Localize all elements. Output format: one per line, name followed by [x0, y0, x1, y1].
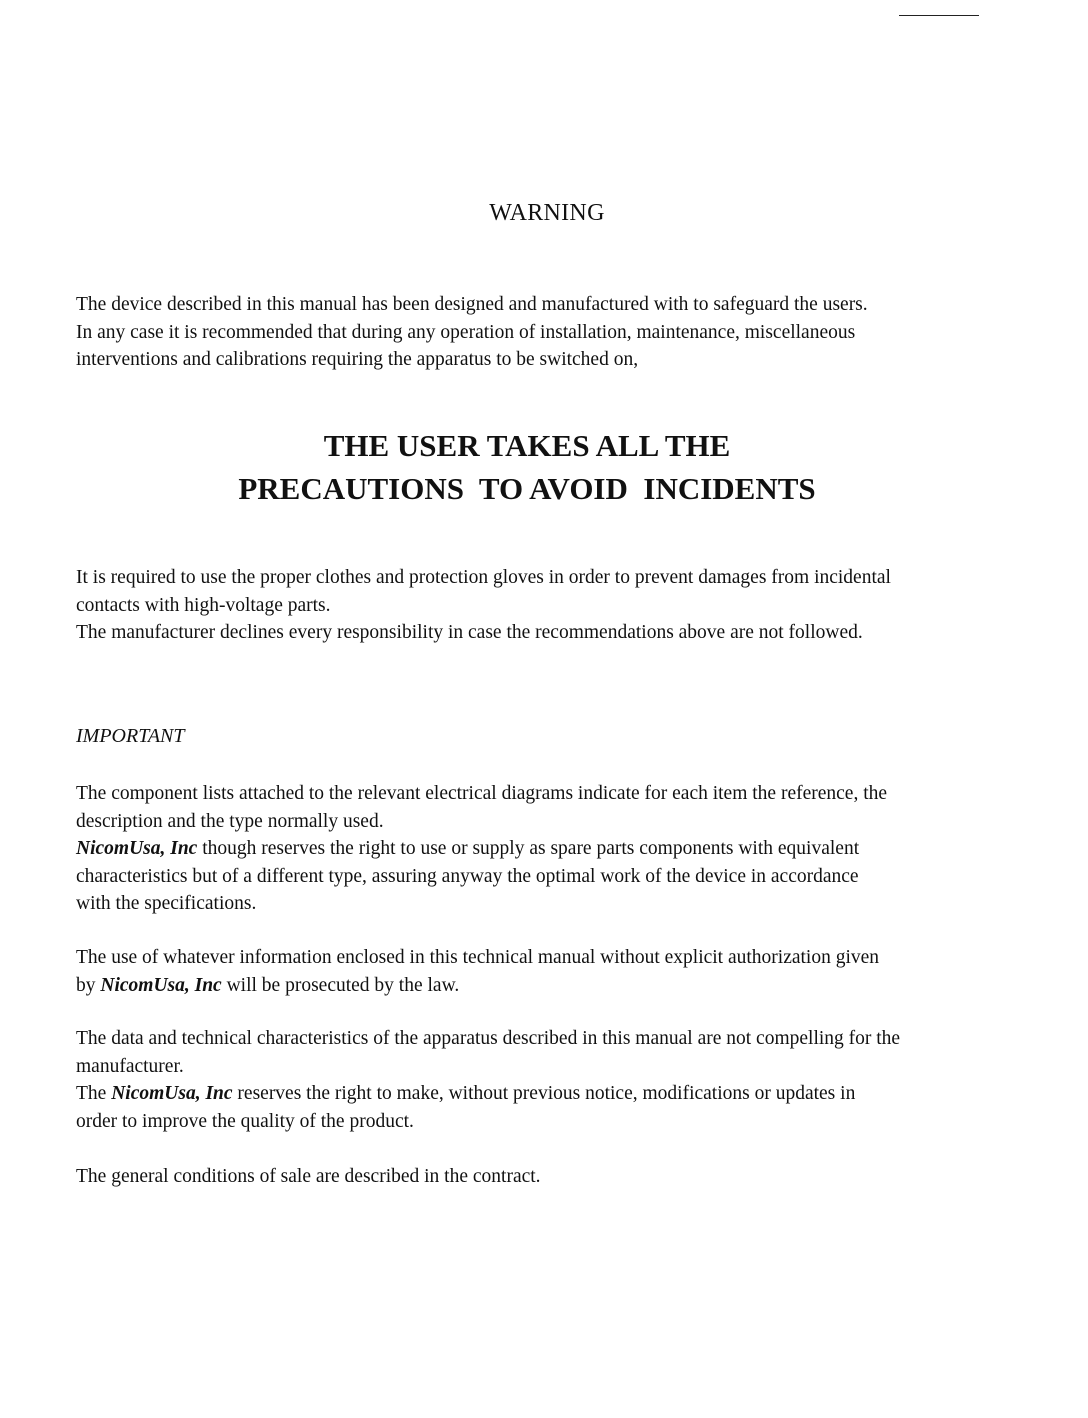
precautions-headline: [0, 424, 1054, 510]
usage-line: The use of whatever information enclosed in this technical manual without explicit authorization given: [76, 947, 880, 968]
components-text: though reserves the right to use or supply as spare parts components with equivalent: [197, 838, 860, 859]
data-text: reserves the right to make, without previous notice, modifications or updates in: [232, 1083, 856, 1104]
components-line: description and the type normally used.: [76, 810, 384, 832]
precautions-line: It is required to use the proper clothes and protection gloves in order to prevent damages from incidental: [76, 567, 891, 588]
warning-intro-line: In any case it is recommended that during any operation of installation, maintenance, miscellaneous: [76, 321, 856, 343]
precautions-line: contacts with high-voltage parts.: [76, 594, 331, 616]
warning-intro-line: interventions and calibrations requiring the apparatus to be switched on,: [76, 349, 639, 370]
corner-rule: [899, 15, 979, 16]
components-line: with the specifications.: [76, 893, 257, 914]
important-heading: IMPORTANT: [76, 725, 185, 747]
company-name: NicomUsa, Inc: [111, 1083, 233, 1104]
precautions-line: The manufacturer declines every responsibility in case the recommendations above are not followed.: [76, 622, 863, 643]
conditions-line: The general conditions of sale are described in the contract.: [76, 1166, 541, 1187]
headline-line-1: THE USER TAKES ALL THE: [323, 428, 731, 463]
data-line: order to improve the quality of the product.: [76, 1110, 414, 1132]
data-paragraph: [76, 1025, 984, 1135]
components-line: The component lists attached to the relevant electrical diagrams indicate for each item the reference, the: [76, 783, 888, 804]
conditions-paragraph: [76, 1163, 984, 1191]
company-name: NicomUsa, Inc: [76, 838, 198, 859]
usage-prefix: by: [76, 974, 101, 996]
usage-paragraph: [76, 944, 984, 999]
data-line: [76, 1080, 984, 1108]
warning-intro-line: The device described in this manual has been designed and manufactured with to safeguard the users.: [76, 294, 868, 315]
data-prefix: The: [76, 1083, 112, 1104]
data-line: manufacturer.: [76, 1055, 184, 1077]
warning-title: WARNING: [489, 200, 605, 226]
data-line: The data and technical characteristics of the apparatus described in this manual are not compelling for the: [76, 1028, 901, 1049]
warning-intro-paragraph: [76, 291, 984, 374]
company-name: NicomUsa, Inc: [100, 974, 222, 996]
headline-line-2: PRECAUTIONS TO AVOID INCIDENTS: [238, 471, 816, 506]
components-line: [76, 835, 984, 863]
usage-text: will be prosecuted by the law.: [221, 974, 460, 996]
components-line: characteristics but of a different type, assuring anyway the optimal work of the device in accordance: [76, 865, 859, 887]
components-paragraph: [76, 780, 984, 918]
usage-line: [76, 972, 984, 1000]
precautions-paragraph: [76, 564, 984, 647]
